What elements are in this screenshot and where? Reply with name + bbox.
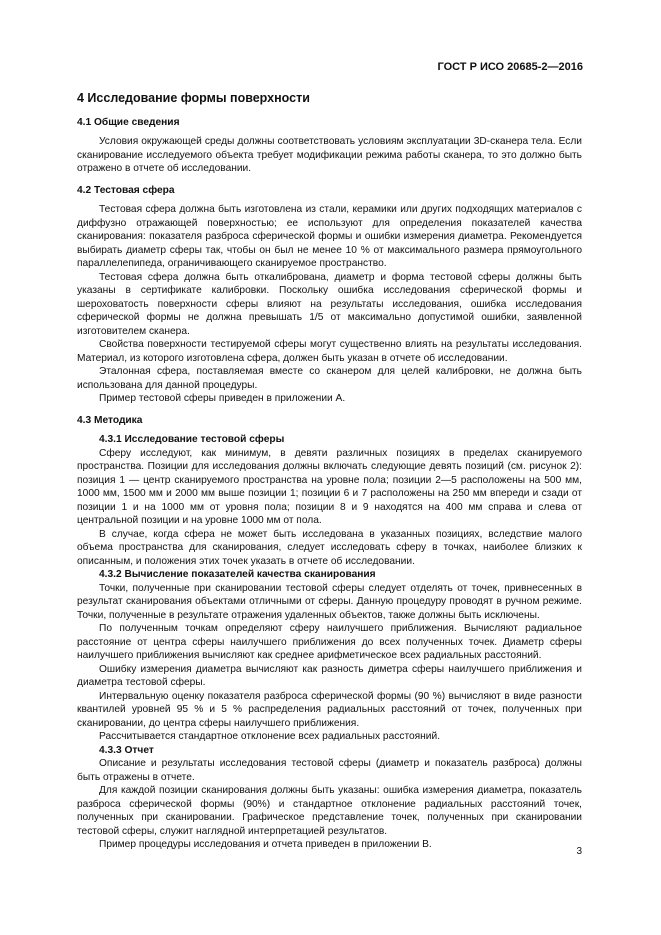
paragraph: Тестовая сфера должна быть откалибрована, диаметр и форма тестовой сферы должны быть указаны в сертификате калибровки. Поскольку ошибка исследования сферической формы и шероховатость поверхности сферы влияют на результаты исследования, ошибка исследования сферической формы не должна превышать 1/5 от максимально допустимой ошибки, заявленной изготовителем сканера. xyxy=(77,271,582,337)
paragraph: Тестовая сфера должна быть изготовлена из стали, керамики или других подходящих материалов с диффузно отражающей поверхностью; ее используют для определения показателей качества сканирования: показателя разброса сферической формы и ошибки измерения диаметра. Рекомендуется выбирать диаметр сферы так, чтобы он был не менее 10 % от максимального размера прямоугольного параллелепипеда, ограничивающего сканируемое пространство. xyxy=(77,204,582,269)
paragraph: Свойства поверхности тестируемой сферы могут существенно влиять на результаты исследования. Материал, из которого изготовлена сфера, должен быть указан в отчете об исследовании. xyxy=(77,339,582,364)
paragraph: Пример тестовой сферы приведен в приложении А. xyxy=(99,393,346,404)
section-4-heading: 4 Исследование формы поверхности xyxy=(77,91,310,105)
section-4-3-2-heading: 4.3.2 Вычисление показателей качества сканирования xyxy=(99,569,376,580)
paragraph: Интервальную оценку показателя разброса сферической формы (90 %) вычисляют в виде разности квантилей уровней 95 % и 5 % распределения радиальных расстояний от точек, полученных при сканировании, до центра сферы наилучшего приближения. xyxy=(77,690,582,729)
paragraph: Для каждой позиции сканирования должны быть указаны: ошибка измерения диаметра, показатель разброса сферической формы (90%) и стандартное отклонение радиальных расстояний точек, полученных при сканировании. Графическое представление точек, полученных при сканировании тестовой сферы, служит наглядной интерпретацией результатов. xyxy=(77,785,582,837)
section-4-2-heading: 4.2 Тестовая сфера xyxy=(77,184,175,196)
section-4-1-heading: 4.1 Общие сведения xyxy=(77,116,180,128)
section-4-3-3-heading: 4.3.3 Отчет xyxy=(99,744,154,756)
paragraph: Точки, полученные при сканировании тестовой сферы следует отделять от точек, привнесенных в результат сканирования объектами отличными от сферы. Данную процедуру проводят в ручном режиме. Точки, полученные в результате отражения удаленных объектов, также должны быть исключены. xyxy=(77,582,582,621)
paragraph: Эталонная сфера, поставляемая вместе со сканером для целей калибровки, не должна быть использована для данной процедуры. xyxy=(77,366,582,391)
section-4-2 xyxy=(77,184,582,406)
section-4-3-heading: 4.3 Методика xyxy=(77,414,143,426)
section-4-3-1-heading: 4.3.1 Исследование тестовой сферы xyxy=(99,434,285,445)
document-body xyxy=(77,92,582,860)
paragraph: По полученным точкам определяют сферу наилучшего приближения. Вычисляют радиальное расстояние от центра сферы наилучшего приближения до всех полученных точек. Диаметр сферы наилучшего приближения вычисляют как среднее арифметическое всех радиальных расстояний. xyxy=(77,623,582,661)
section-4-3 xyxy=(77,414,582,852)
paragraph: Пример процедуры исследования и отчета приведен в приложении В. xyxy=(99,839,432,850)
paragraph: Сферу исследуют, как минимум, в девяти различных позициях в пределах сканируемого пространства. Позиции для исследования должны включать следующие девять позиций (см. рисунок 2): позиция 1 — центр сканируемого пространства на уровне пола; позиции 2—5 расположены на 500 мм, 1000 мм, 1500 мм и 2000 мм выше позиции 1; позиции 6 и 7 расположены на 250 мм впереди и сзади от позиции 1 и на 1000 мм от уровня пола; позиции 8 и 9 находятся на 400 мм справа и слева от центральной позиции и на уровне 1000 мм от пола. xyxy=(77,447,582,526)
paragraph: В случае, когда сфера не может быть исследована в указанных позициях, вследствие малого объема пространства для сканирования, следует исследовать сферу в точках, наиболее близких к описанным, и положения этих точек указать в отчете об исследовании. xyxy=(77,528,582,567)
document-header: ГОСТ Р ИСО 20685-2—2016 xyxy=(437,61,583,73)
paragraph: Описание и результаты исследования тестовой сферы (диаметр и показатель разброса) должны быть отражены в отчете. xyxy=(77,758,582,783)
paragraph: Условия окружающей среды должны соответствовать условиям эксплуатации 3D-сканера тела. Если сканирование исследуемого объекта требует модификации режима работы сканера, то это должно быть отражено в отчете об исследовании. xyxy=(77,136,582,174)
paragraph: Ошибку измерения диаметра вычисляют как разность диметра сферы наилучшего приближения и диаметра тестовой сферы. xyxy=(77,663,582,688)
page-number: 3 xyxy=(576,846,582,857)
paragraph: Рассчитывается стандартное отклонение всех радиальных расстояний. xyxy=(99,731,441,742)
section-4-1 xyxy=(77,116,582,176)
